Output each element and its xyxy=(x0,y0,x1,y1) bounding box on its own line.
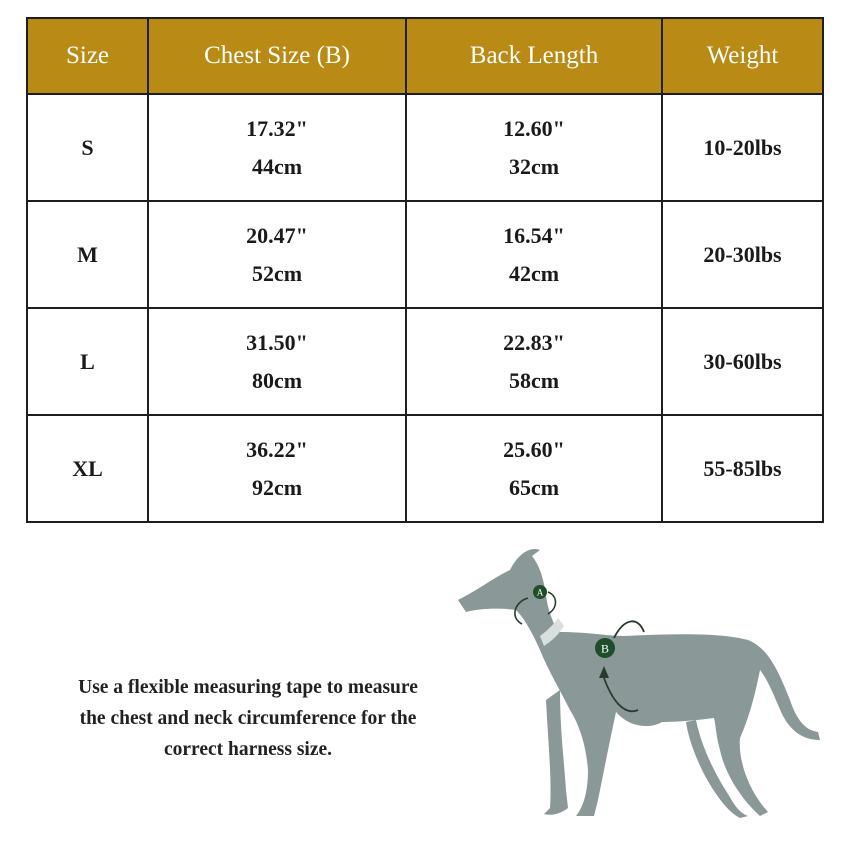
header-weight: Weight xyxy=(662,18,823,94)
dog-measurement-illustration xyxy=(448,540,828,830)
back-length-cell xyxy=(406,201,662,308)
chest-size-cell xyxy=(148,308,406,415)
chest-size-cm: 52cm xyxy=(251,260,303,286)
back-length-cell xyxy=(406,308,662,415)
back-length-inches: 22.83" xyxy=(503,329,565,355)
back-length-cell xyxy=(406,94,662,201)
weight-cell: 30-60lbs xyxy=(662,308,823,415)
chest-size-inches: 31.50" xyxy=(246,329,308,355)
back-length-cm: 32cm xyxy=(508,153,560,179)
table-row xyxy=(27,308,823,415)
weight-cell: 20-30lbs xyxy=(662,201,823,308)
instruction-line: Use a flexible measuring tape to measure xyxy=(78,677,418,698)
table-header-row xyxy=(27,18,823,94)
header-size: Size xyxy=(27,18,148,94)
table-row xyxy=(27,201,823,308)
size-label: L xyxy=(27,308,148,415)
chest-size-cm: 80cm xyxy=(251,367,303,393)
instruction-line: correct harness size. xyxy=(163,739,333,760)
weight-cell: 55-85lbs xyxy=(662,415,823,522)
measurement-instruction xyxy=(28,672,468,765)
chest-size-cm: 44cm xyxy=(251,153,303,179)
chest-size-cell xyxy=(148,94,406,201)
size-chart-table xyxy=(26,17,824,523)
chest-size-cm: 92cm xyxy=(251,474,303,500)
chest-size-inches: 17.32" xyxy=(246,115,308,141)
table-row xyxy=(27,94,823,201)
back-length-inches: 12.60" xyxy=(503,115,565,141)
chest-size-cell xyxy=(148,201,406,308)
marker-a-label: A xyxy=(536,587,544,598)
header-chest-size: Chest Size (B) xyxy=(148,18,406,94)
chest-size-cell xyxy=(148,415,406,522)
size-label: XL xyxy=(27,415,148,522)
size-label: S xyxy=(27,94,148,201)
dog-silhouette-icon xyxy=(458,549,820,818)
back-length-cm: 58cm xyxy=(508,367,560,393)
chest-size-inches: 20.47" xyxy=(246,222,308,248)
table-row xyxy=(27,415,823,522)
size-label: M xyxy=(27,201,148,308)
marker-b-label: B xyxy=(600,641,610,656)
back-length-cell xyxy=(406,415,662,522)
header-back-length: Back Length xyxy=(406,18,662,94)
back-length-inches: 25.60" xyxy=(503,436,565,462)
weight-cell: 10-20lbs xyxy=(662,94,823,201)
instruction-line: the chest and neck circumference for the xyxy=(79,708,417,729)
back-length-inches: 16.54" xyxy=(503,222,565,248)
back-length-cm: 65cm xyxy=(508,474,560,500)
chest-size-inches: 36.22" xyxy=(246,436,308,462)
back-length-cm: 42cm xyxy=(508,260,560,286)
